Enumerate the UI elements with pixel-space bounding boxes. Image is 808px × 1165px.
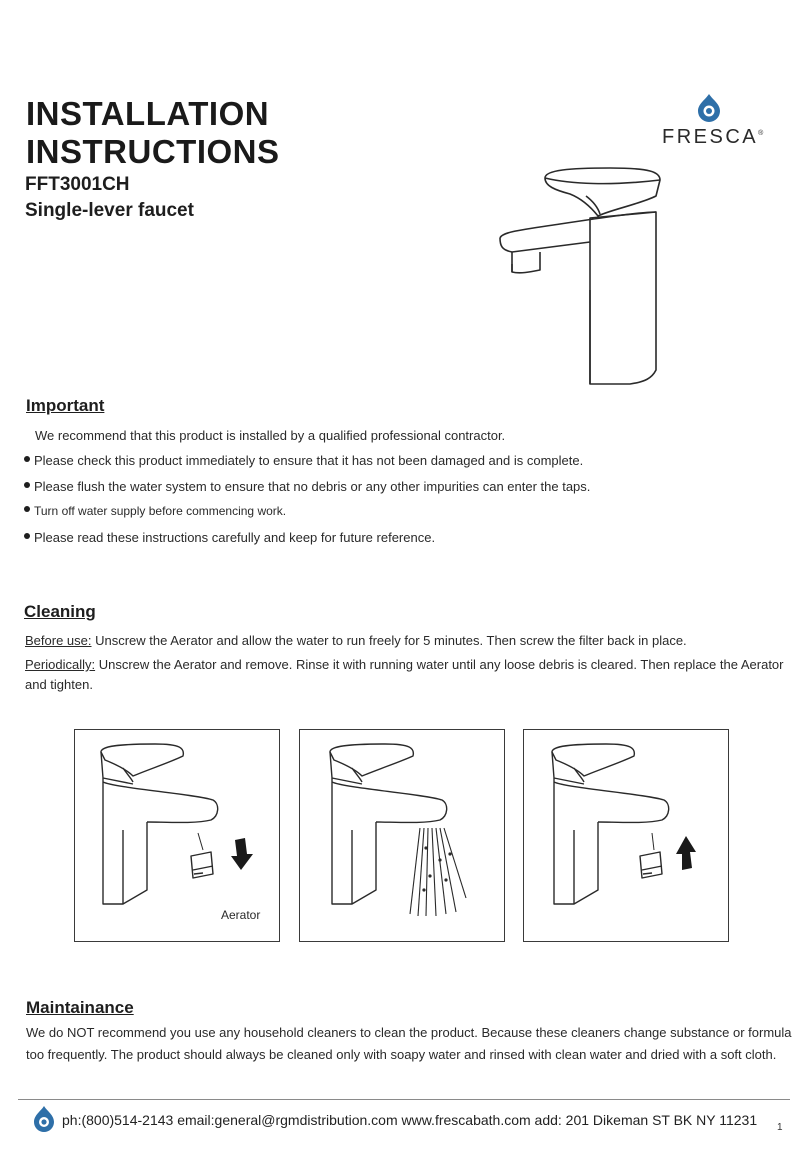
bullet-text: Turn off water supply before commencing work.: [34, 504, 287, 518]
bullet-icon: [24, 533, 30, 539]
maintenance-line-1: We do NOT recommend you use any household cleaners to clean the product. Because these cleaners change substance or formula: [26, 1025, 792, 1040]
fresca-logo: [660, 92, 764, 152]
important-bullet: [24, 479, 590, 494]
footer-divider: [18, 1099, 790, 1100]
periodically-label: Periodically:: [25, 657, 96, 672]
water-drop-icon: [32, 1105, 56, 1135]
title-line-2: INSTRUCTIONS: [26, 133, 280, 170]
document-title: [26, 95, 280, 171]
figure-remove-aerator: [74, 729, 280, 942]
figure-water-flow: [299, 729, 505, 942]
cleaning-heading: Cleaning: [24, 602, 96, 621]
aerator-label: Aerator: [221, 908, 261, 922]
trademark-mark: ®: [758, 130, 764, 137]
maintenance-heading: Maintainance: [26, 998, 134, 1017]
faucet-drawing: [524, 730, 728, 941]
maintenance-line-2: too frequently. The product should always be cleaned only with soapy water and rinsed with clean water and dried with a soft cloth.: [26, 1047, 777, 1062]
page-number: 1: [777, 1122, 783, 1133]
important-heading: Important: [26, 396, 105, 415]
bullet-text: Please check this product immediately to ensure that it has not been damaged and is complete.: [34, 453, 584, 468]
periodically-text: Unscrew the Aerator and remove. Rinse it with running water until any loose debris is cleared. Then replace the Aerator: [95, 657, 784, 672]
footer-contact: ph:(800)514-2143 email:general@rgmdistribution.com www.frescabath.com add: 201 Dikeman ST BK NY 11231: [62, 1112, 758, 1128]
bullet-icon: [24, 482, 30, 488]
title-line-1: INSTALLATION: [26, 95, 270, 132]
important-bullet: [24, 530, 435, 545]
faucet-illustration: [490, 160, 670, 392]
important-bullet: [24, 453, 583, 468]
cleaning-periodically-cont: and tighten.: [25, 677, 93, 692]
bullet-icon: [24, 506, 30, 512]
cleaning-periodically: [25, 657, 784, 672]
bullet-text: Please read these instructions carefully and keep for future reference.: [34, 530, 436, 545]
cleaning-before-use: [25, 633, 687, 648]
before-use-label: Before use:: [25, 633, 92, 648]
faucet-drawing: [300, 730, 504, 941]
bullet-text: Please flush the water system to ensure that no debris or any other impurities can enter the taps.: [34, 479, 591, 494]
bullet-icon: [24, 456, 30, 462]
important-intro: We recommend that this product is installed by a qualified professional contractor.: [35, 428, 506, 443]
important-bullet: [24, 504, 286, 518]
product-subtitle: Single-lever faucet: [25, 200, 194, 221]
before-use-text: Unscrew the Aerator and allow the water to run freely for 5 minutes. Then screw the filter back in place.: [91, 633, 687, 648]
brand-name: FRESCA: [662, 126, 759, 148]
model-number: FFT3001CH: [25, 174, 130, 195]
water-drop-icon: [660, 92, 764, 126]
figure-replace-aerator: [523, 729, 729, 942]
